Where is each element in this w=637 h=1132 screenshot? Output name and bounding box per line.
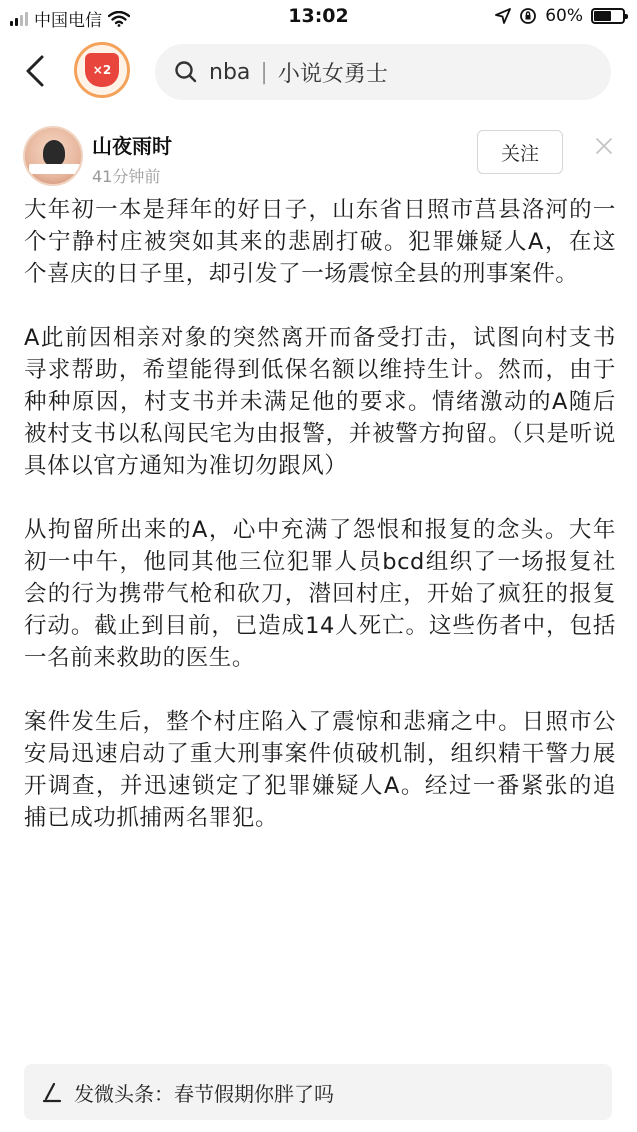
status-right xyxy=(495,6,625,26)
paragraph: 案件发生后，整个村庄陷入了震惊和悲痛之中。日照市公安局迅速启动了重大刑事案件侦破机制，组织精干警力展开调查，并迅速锁定了犯罪嫌疑人A。经过一番紧张的追捕已成功抓捕两名罪犯。 xyxy=(24,709,616,831)
search-bar[interactable] xyxy=(155,44,611,100)
reward-badge[interactable] xyxy=(74,42,130,98)
carrier-label: 中国电信 xyxy=(34,11,102,31)
paragraph: A此前因相亲对象的突然离开而备受打击，试图向村支书寻求帮助，希望能得到低保名额以维持生计。然而，由于种种原因，村支书并未满足他的要求。情绪激动的A随后被村支书以私闯民宅为由报警，并被警方拘留。（只是听说具体以官方通知为准切勿跟风） xyxy=(24,325,616,479)
orientation-lock-icon xyxy=(519,7,537,25)
paragraph: 从拘留所出来的A，心中充满了怨恨和报复的念头。大年初一中午，他同其他三位犯罪人员bcd组织了一场报复社会的行为携带气枪和砍刀，潜回村庄，开始了疯狂的报复行动。截止到目前，已造成14人死亡。这些伤者中，包括一名前来救助的医生。 xyxy=(24,517,616,671)
author-row xyxy=(0,122,637,190)
avatar-banner xyxy=(29,164,81,174)
location-arrow-icon xyxy=(495,8,511,24)
battery-level xyxy=(594,11,611,21)
close-icon[interactable] xyxy=(594,136,614,156)
avatar[interactable] xyxy=(23,126,83,186)
clock: 13:02 xyxy=(288,5,349,27)
post-content xyxy=(24,194,616,866)
battery-icon xyxy=(591,8,625,24)
reward-badge-ring xyxy=(74,42,130,98)
status-bar xyxy=(0,0,637,34)
topic-bar[interactable] xyxy=(24,1064,612,1120)
topic-label: 发微头条：春节假期你胖了吗 xyxy=(74,1081,334,1106)
author-name[interactable]: 山夜雨时 xyxy=(92,134,172,158)
search-icon xyxy=(173,59,199,85)
paragraph: 大年初一本是拜年的好日子，山东省日照市莒县洛河的一个宁静村庄被突如其来的悲剧打破。犯罪嫌疑人A，在这个喜庆的日子里，却引发了一场震惊全县的刑事案件。 xyxy=(24,197,616,287)
top-nav xyxy=(0,40,637,102)
chevron-left-icon xyxy=(24,54,46,88)
search-query: nba xyxy=(209,59,251,85)
red-envelope-icon xyxy=(85,53,119,87)
back-button[interactable] xyxy=(20,54,50,88)
avatar-figure xyxy=(43,140,65,166)
search-separator: | xyxy=(260,59,268,85)
post-time: 41分钟前 xyxy=(92,167,161,186)
battery-percent: 60% xyxy=(545,6,583,26)
badge-multiplier: ×2 xyxy=(92,63,112,77)
search-suggestion: 小说女勇士 xyxy=(277,61,388,87)
pencil-icon xyxy=(40,1080,64,1104)
follow-button[interactable]: 关注 xyxy=(477,130,563,174)
